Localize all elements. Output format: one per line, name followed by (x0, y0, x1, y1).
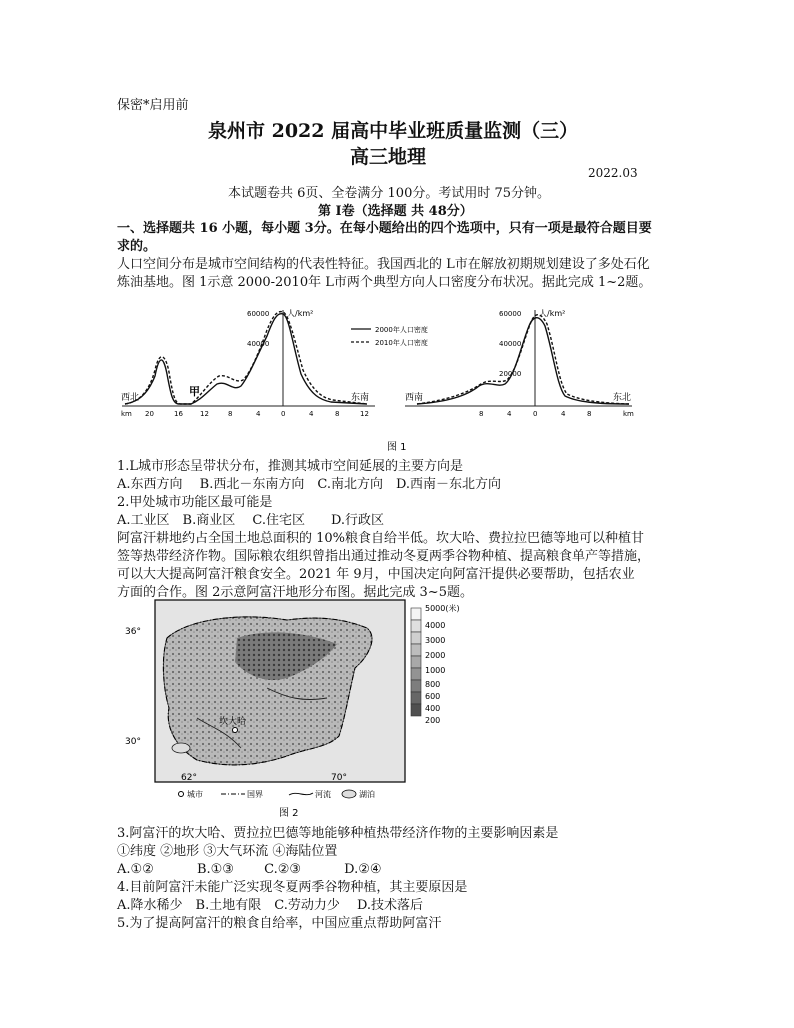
city-kandahar-marker (233, 728, 238, 733)
passage2-line1: 阿富汗耕地约占全国土地总面积的 10%粮食自给半低。坎大哈、费拉拉巴德等地可以种植甘 (117, 531, 645, 546)
scale-200: 200 (425, 716, 441, 725)
right-xtick-4b: 4 (561, 410, 566, 418)
left-xtick-12b: 12 (360, 410, 369, 418)
left-xtick-8b: 8 (335, 410, 340, 418)
legend-river-icon (289, 793, 313, 795)
figure1-left-panel (121, 308, 428, 418)
question-3-factors: ①纬度 ②地形 ③大气环流 ④海陆位置 (117, 844, 338, 859)
figure2-caption: 图 2 (279, 808, 299, 819)
left-xtick-12: 12 (200, 410, 209, 418)
exam-date: 2022.03 (588, 166, 638, 180)
scale-600: 600 (425, 692, 441, 701)
lon-62: 62° (181, 773, 197, 783)
question-1-options: A.东西方向 B.西北－东南方向 C.南北方向 D.西南－东北方向 (117, 477, 502, 492)
figure1-charts (117, 296, 677, 456)
right-xtick-8b: 8 (587, 410, 592, 418)
scale-3000: 3000 (425, 636, 446, 645)
section1-heading-line1: 一、选择题共 16 小题，每小题 3分。在每小题给出的四个选项中，只有一项是最符合题目要 (117, 221, 652, 236)
left-xtick-8: 8 (228, 410, 233, 418)
question-3: 3.阿富汗的坎大哈、贾拉拉巴德等地能够种植热带经济作物的主要影响因素是 (117, 826, 559, 841)
exam-title: 泉州市 2022 届高中毕业班质量监测（三） (208, 120, 579, 142)
figure1-right-panel (405, 308, 634, 418)
question-4-options: A.降水稀少 B.土地有限 C.劳动力少 D.技术落后 (117, 898, 424, 913)
scale-400: 400 (425, 704, 441, 713)
left-xtick-0: 0 (281, 410, 286, 418)
left-label-jia: 甲 (189, 385, 200, 398)
question-3-options: A.①② B.①③ C.②③ D.②④ (117, 862, 382, 877)
right-label-east: 东北 (613, 393, 632, 403)
passage1-line2: 炼油基地。图 1示意 2000-2010年 L市两个典型方向人口密度分布状况。据此完成 1~2题。 (117, 275, 652, 290)
right-curve-2000 (417, 318, 632, 404)
right-km-label: km (623, 410, 634, 418)
right-curve-2010 (417, 315, 632, 404)
left-ytick-40000: 40000 (247, 340, 270, 348)
lon-70: 70° (331, 773, 347, 783)
passage2-line2: 签等热带经济作物。国际粮农组织曾指出通过推动冬夏两季谷物种植、提高粮食单产等措施， (117, 549, 651, 564)
legend-lake-icon (342, 790, 356, 798)
legend-river-label: 河流 (315, 790, 331, 799)
right-xtick-0: 0 (533, 410, 538, 418)
question-5: 5.为了提高阿富汗的粮食自给率，中国应重点帮助阿富汗 (117, 916, 442, 931)
left-unit: 人/km² (287, 309, 314, 318)
exam-subtitle: 高三地理 (350, 146, 427, 168)
exam-info: 本试题卷共 6页、全卷满分 100分。考试用时 75分钟。 (228, 186, 551, 201)
left-curve-2000 (125, 314, 370, 404)
left-km-label: km (121, 410, 132, 418)
left-ytick-60000: 60000 (247, 310, 270, 318)
figure2-map (117, 598, 477, 820)
right-unit: 人/km² (539, 309, 566, 318)
figure2-legend (179, 789, 376, 799)
left-label-east: 东南 (351, 393, 370, 403)
figure1-caption: 图 1 (387, 442, 407, 453)
scale-2000: 2000 (425, 651, 446, 660)
legend-city-label: 城市 (187, 790, 203, 799)
lat-36: 36° (125, 627, 141, 637)
legend-2010-label: 2010年人口密度 (375, 339, 428, 347)
lake (172, 743, 190, 753)
left-xtick-20: 20 (145, 410, 154, 418)
city-kandahar-label: 坎大哈 (219, 717, 247, 727)
lat-30: 30° (125, 737, 141, 747)
left-xtick-4b: 4 (309, 410, 314, 418)
legend-border-label: 国界 (247, 790, 263, 799)
left-xtick-16: 16 (174, 410, 183, 418)
legend-2000-label: 2000年人口密度 (375, 326, 428, 334)
passage2-line4: 方面的合作。图 2示意阿富汗地形分布图。据此完成 3~5题。 (117, 585, 473, 600)
scale-5000: 5000(米) (425, 604, 460, 613)
scale-1000: 1000 (425, 666, 446, 675)
passage1-line1: 人口空间分布是城市空间结构的代表性特征。我国西北的 L市在解放初期规划建设了多处石化 (117, 257, 650, 272)
right-label-west: 西南 (405, 393, 424, 403)
part1-heading: 第 I卷（选择题 共 48分） (318, 204, 473, 219)
elevation-scale (411, 603, 460, 725)
left-curve-2010 (125, 312, 370, 404)
scale-800: 800 (425, 680, 441, 689)
question-2-options: A.工业区 B.商业区 C.住宅区 D.行政区 (117, 513, 385, 528)
question-4: 4.目前阿富汗未能广泛实现冬夏两季谷物种植，其主要原因是 (117, 880, 468, 895)
section1-heading-line2: 求的。 (117, 239, 157, 254)
right-xtick-8: 8 (479, 410, 484, 418)
left-label-west: 西北 (121, 393, 140, 403)
question-2: 2.甲处城市功能区最可能是 (117, 495, 273, 510)
right-xtick-4: 4 (507, 410, 512, 418)
legend-lake-label: 湖泊 (359, 790, 375, 799)
passage2-line3: 可以大大提高阿富汗粮食安全。2021 年 9月，中国决定向阿富汗提供必要帮助，包括农业 (117, 567, 635, 582)
left-xtick-4: 4 (256, 410, 261, 418)
scale-4000: 4000 (425, 621, 446, 630)
confidential-mark: 保密*启用前 (117, 98, 189, 113)
right-ytick-20000: 20000 (499, 370, 522, 378)
question-1: 1.L城市形态呈带状分布，推测其城市空间延展的主要方向是 (117, 459, 464, 474)
legend-city-icon (179, 792, 184, 797)
right-ytick-60000: 60000 (499, 310, 522, 318)
right-ytick-40000: 40000 (499, 340, 522, 348)
